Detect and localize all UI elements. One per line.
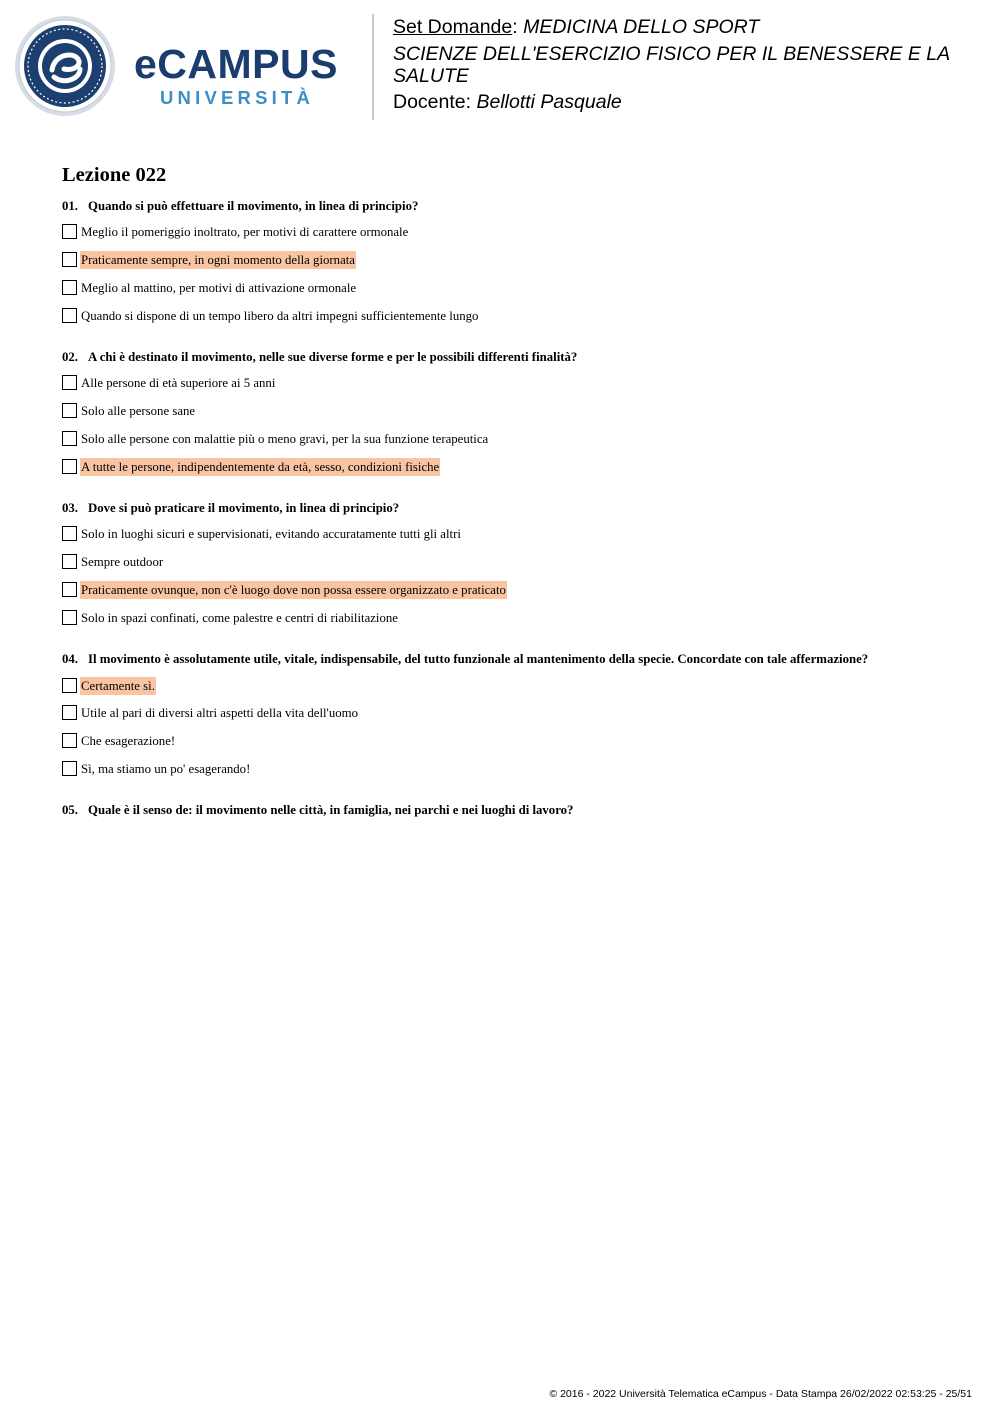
- answer-checkbox[interactable]: [62, 678, 77, 693]
- degree-line-1: [393, 43, 983, 65]
- answer-text: Meglio il pomeriggio inoltrato, per motivi di carattere ormonale: [81, 225, 409, 239]
- answer-text-highlighted: Praticamente ovunque, non c'è luogo dove non possa essere organizzato e praticato: [81, 583, 506, 597]
- question-text: Il movimento è assolutamente utile, vitale, indispensabile, del tutto funzionale al mantenimento della specie. Concordate con tale affermazione?: [88, 652, 869, 666]
- header-divider: [372, 14, 374, 120]
- answer-checkbox[interactable]: [62, 526, 77, 541]
- answer-text: Utile al pari di diversi altri aspetti della vita dell'uomo: [81, 706, 359, 720]
- question-text: Quale è il senso de: il movimento nelle città, in famiglia, nei parchi e nei luoghi di lavoro?: [88, 803, 574, 817]
- answer-checkbox[interactable]: [62, 403, 77, 418]
- answer-checkbox[interactable]: [62, 375, 77, 390]
- answer-checkbox[interactable]: [62, 431, 77, 446]
- degree-name-2: SALUTE: [393, 65, 469, 87]
- answer-text: Solo alle persone con malattie più o meno gravi, per la sua funzione terapeutica: [81, 432, 489, 446]
- answer-text-highlighted: Certamente sì.: [81, 679, 155, 693]
- course-name: MEDICINA DELLO SPORT: [523, 16, 760, 38]
- brand-wordmark: eCAMPUS: [134, 41, 338, 87]
- answer-checkbox[interactable]: [62, 280, 77, 295]
- answer-checkbox[interactable]: [62, 761, 77, 776]
- set-separator: :: [512, 16, 518, 38]
- question-number: 04.: [62, 652, 78, 666]
- answer-text: Sì, ma stiamo un po' esagerando!: [81, 762, 251, 776]
- answer-checkbox[interactable]: [62, 252, 77, 267]
- degree-name-1: SCIENZE DELL'ESERCIZIO FISICO PER IL BENESSERE E LA: [393, 43, 951, 65]
- question-text: A chi è destinato il movimento, nelle sue diverse forme e per le possibili differenti finalità?: [88, 350, 578, 364]
- page-footer: © 2016 - 2022 Università Telematica eCampus - Data Stampa 26/02/2022 02:53:25 - 25/51: [549, 1388, 972, 1400]
- answer-text-highlighted: Praticamente sempre, in ogni momento della giornata: [81, 253, 355, 267]
- answer-text: Alle persone di età superiore ai 5 anni: [81, 376, 276, 390]
- answer-checkbox[interactable]: [62, 610, 77, 625]
- question-04: [62, 651, 868, 667]
- question-number: 02.: [62, 350, 78, 364]
- teacher-label: Docente:: [393, 91, 472, 113]
- answer-checkbox[interactable]: [62, 224, 77, 239]
- question-text: Dove si può praticare il movimento, in linea di principio?: [88, 501, 400, 515]
- lesson-title: Lezione 022: [62, 164, 167, 186]
- teacher-name: Bellotti Pasquale: [476, 91, 622, 113]
- answer-text: Sempre outdoor: [81, 555, 164, 569]
- answer-checkbox[interactable]: [62, 308, 77, 323]
- degree-line-2: [393, 65, 983, 87]
- question-set-line: [393, 16, 983, 38]
- answer-checkbox[interactable]: [62, 582, 77, 597]
- answer-checkbox[interactable]: [62, 459, 77, 474]
- question-number: 03.: [62, 501, 78, 515]
- answer-text: Che esagerazione!: [81, 734, 176, 748]
- question-03: [62, 500, 399, 516]
- teacher-line: [393, 91, 983, 113]
- question-number: 01.: [62, 199, 78, 213]
- question-number: 05.: [62, 803, 78, 817]
- brand-logo: [134, 42, 356, 114]
- question-05: [62, 802, 573, 818]
- answer-checkbox[interactable]: [62, 705, 77, 720]
- answer-text: Solo in luoghi sicuri e supervisionati, evitando accuratamente tutti gli altri: [81, 527, 461, 541]
- answer-text: Meglio al mattino, per motivi di attivazione ormonale: [81, 281, 357, 295]
- answer-text: Solo alle persone sane: [81, 404, 196, 418]
- answer-text: Solo in spazi confinati, come palestre e centri di riabilitazione: [81, 611, 398, 625]
- question-02: [62, 349, 577, 365]
- answer-text: Quando si dispone di un tempo libero da altri impegni sufficientemente lungo: [81, 309, 479, 323]
- set-label: Set Domande: [393, 16, 513, 38]
- brand-subtitle: UNIVERSITÀ: [160, 87, 315, 108]
- answer-checkbox[interactable]: [62, 554, 77, 569]
- university-seal-icon: [14, 15, 116, 117]
- question-text: Quando si può effettuare il movimento, in linea di principio?: [88, 199, 419, 213]
- answer-text-highlighted: A tutte le persone, indipendentemente da età, sesso, condizioni fisiche: [81, 460, 440, 474]
- question-01: [62, 198, 418, 214]
- answer-checkbox[interactable]: [62, 733, 77, 748]
